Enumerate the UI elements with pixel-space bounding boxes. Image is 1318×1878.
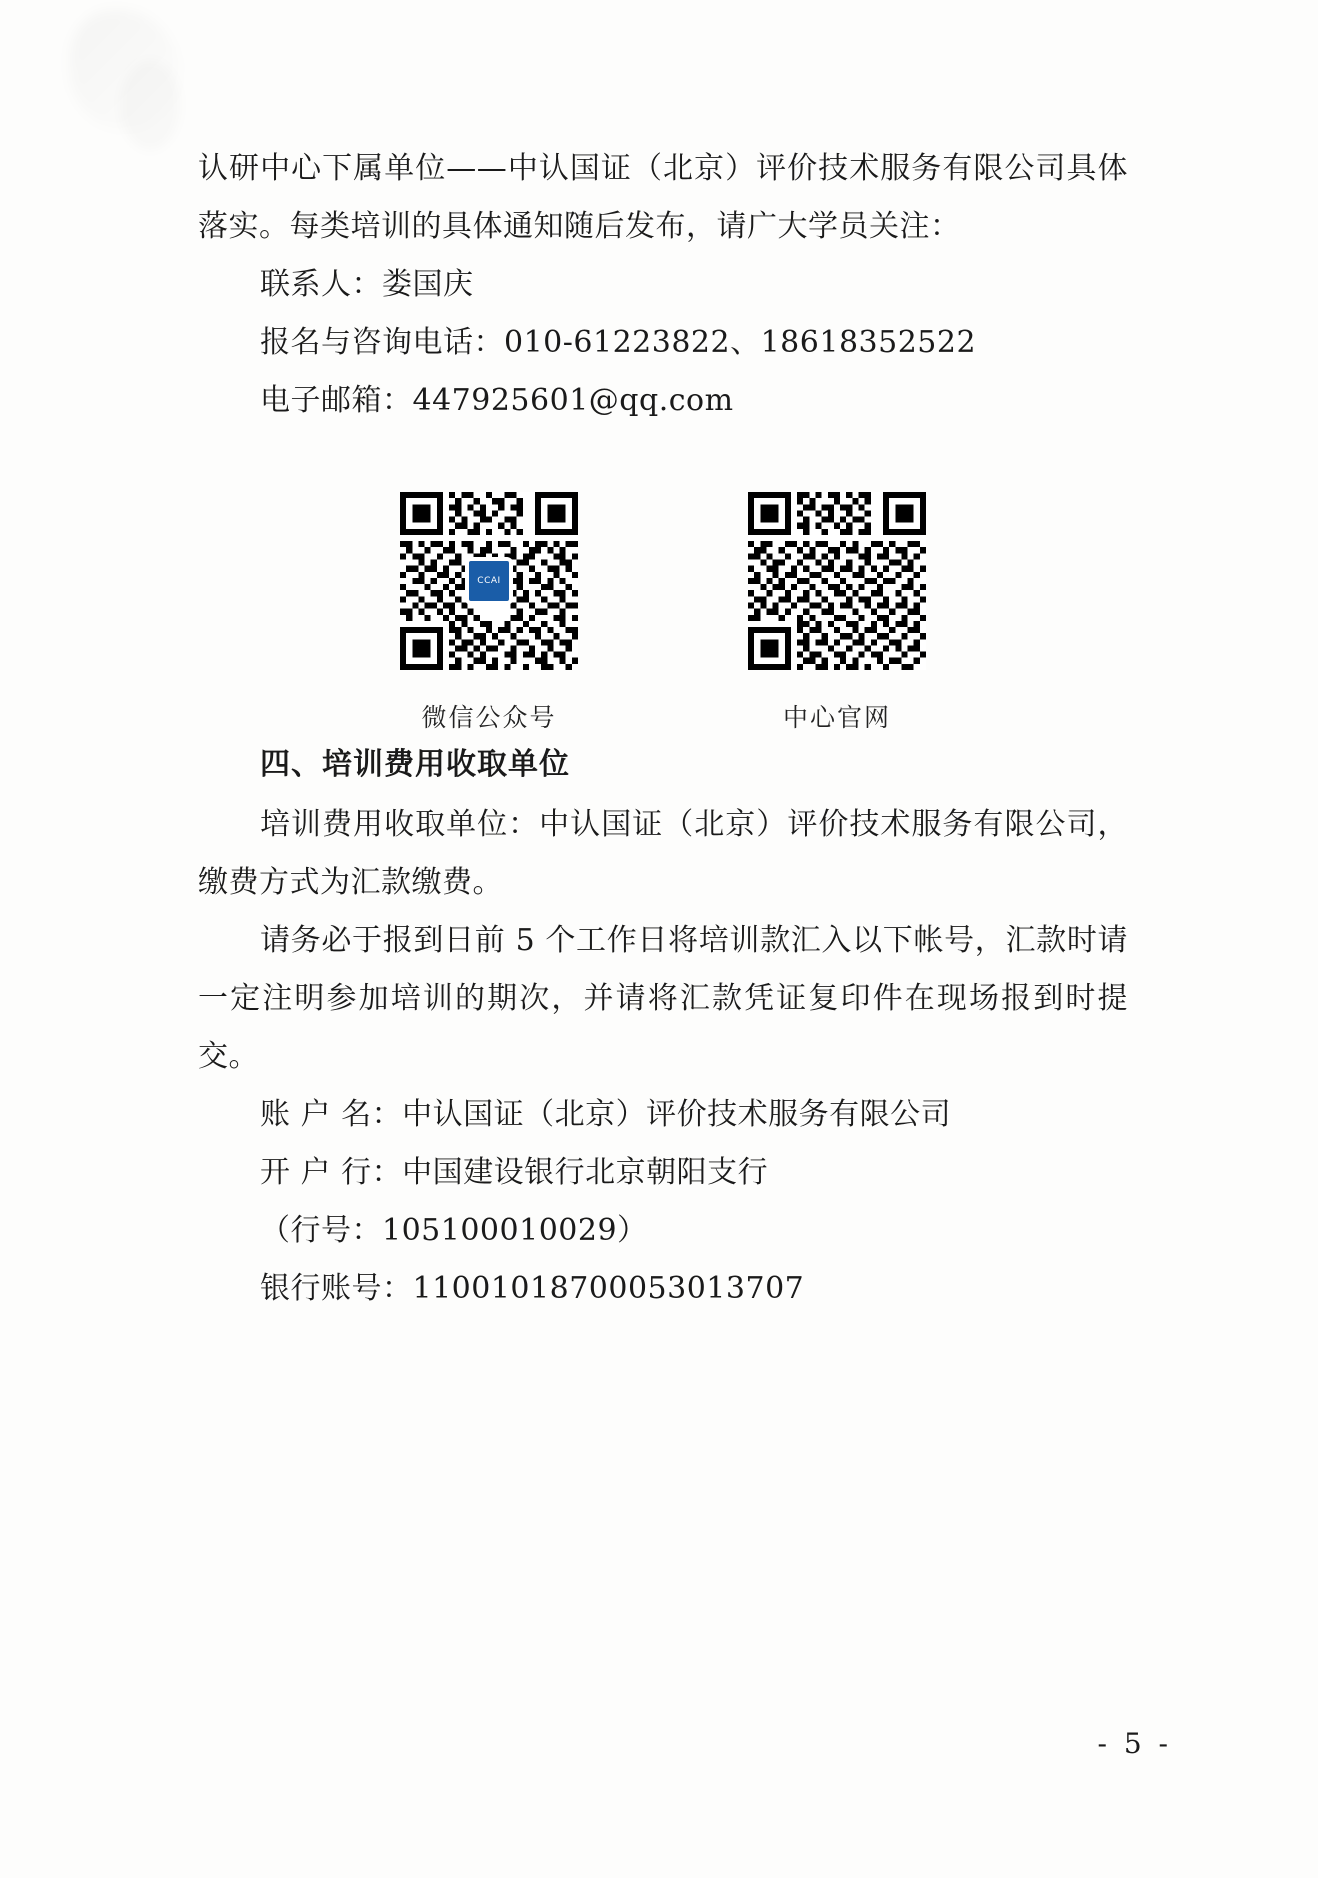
account-number-line: 银行账号：11001018700053013707 bbox=[260, 1271, 805, 1306]
document-body bbox=[198, 140, 1128, 1318]
scan-artifact-secondary-icon bbox=[120, 60, 180, 150]
qr-code-image-wechat bbox=[400, 492, 578, 670]
contact-person-line: 联系人：娄国庆 bbox=[260, 267, 474, 302]
page-number: - 5 - bbox=[1097, 1727, 1172, 1760]
qr-code-svg-website bbox=[748, 492, 926, 670]
paragraph-remittance-notice: 请务必于报到日前 5 个工作日将培训款汇入以下帐号，汇款时请一定注明参加培训的期次，并请将汇款凭证复印件在现场报到时提交。 bbox=[198, 923, 1128, 1074]
bank-code-line: （行号：105100010029） bbox=[260, 1213, 648, 1248]
bank-name-line: 开 户 行：中国建设银行北京朝阳支行 bbox=[260, 1155, 769, 1190]
contact-email-line: 电子邮箱：447925601@qq.com bbox=[260, 383, 734, 418]
qr-code-row bbox=[198, 492, 1128, 734]
qr-caption-website: 中心官网 bbox=[782, 703, 891, 732]
paragraph-intro: 认研中心下属单位——中认国证（北京）评价技术服务有限公司具体落实。每类培训的具体通知随后发布，请广大学员关注： bbox=[198, 151, 1128, 244]
qr-caption-wechat: 微信公众号 bbox=[421, 703, 557, 732]
qr-code-image-website bbox=[748, 492, 926, 670]
contact-phone-line: 报名与咨询电话：010-61223822、18618352522 bbox=[260, 325, 977, 360]
paragraph-fee-unit: 培训费用收取单位：中认国证（北京）评价技术服务有限公司，缴费方式为汇款缴费。 bbox=[198, 807, 1128, 900]
section-heading-fee-unit: 四、培训费用收取单位 bbox=[260, 747, 570, 782]
account-name-line: 账 户 名：中认国证（北京）评价技术服务有限公司 bbox=[260, 1097, 952, 1132]
qr-center-logo-icon: CCAI bbox=[465, 557, 513, 605]
qr-code-website bbox=[748, 492, 926, 734]
qr-code-wechat bbox=[400, 492, 578, 734]
